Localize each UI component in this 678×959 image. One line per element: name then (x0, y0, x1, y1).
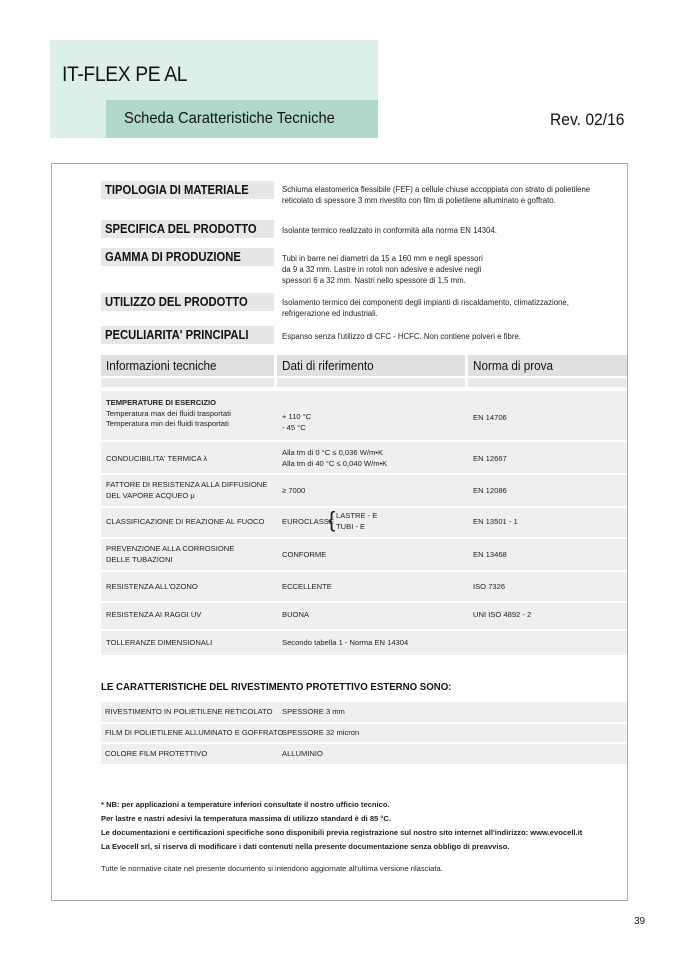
table-header-strip (277, 378, 465, 387)
euroclass-label: EUROCLASSE (282, 517, 334, 526)
section-text: Tubi in barre nei diametri da 15 a 160 mm e negli spessori da 9 a 32 mm. Lastre in rotoli non adesive e adesive negli spessori 6 a 32 mm. Nastri nello spessore di 1,5 mm. (282, 254, 483, 285)
coating-label: COLORE FILM PROTETTIVO (105, 749, 208, 758)
row-info: RESISTENZA AI RAGGI UV (106, 610, 202, 619)
row-norm: ISO 7326 (473, 582, 506, 591)
section-label: PECULIARITA' PRINCIPALI (101, 326, 274, 344)
table-header-data: Dati di riferimento (277, 355, 465, 376)
row-norm: EN 14706 (473, 413, 507, 422)
row-info: CONDUCIBILITA' TERMICA λ (106, 454, 208, 463)
page-number: 39 (634, 916, 646, 927)
table-header-info: Informazioni tecniche (101, 355, 274, 376)
row-info: TOLLERANZE DIMENSIONALI (106, 638, 213, 647)
row-info: CLASSIFICAZIONE DI REAZIONE AL FUOCO (106, 517, 265, 526)
coating-value: SPESSORE 32 micron (282, 728, 360, 737)
coating-value: SPESSORE 3 mm (282, 707, 345, 716)
section-text: Espanso senza l'utilizzo di CFC - HCFC. Non contiene polveri e fibre. (282, 332, 521, 341)
row-data: ≥ 7000 (282, 486, 306, 495)
row-data: CONFORME (282, 550, 327, 559)
table-header-strip (468, 378, 627, 387)
row-data: Alla tm di 0 °C ≤ 0,036 W/m•K Alla tm di 40 °C ≤ 0,040 W/m•K (282, 448, 388, 468)
row-data: + 110 °C - 45 °C (282, 412, 312, 432)
note-line: Tutte le normative citate nel presente documento si intendono aggiornate all'ultima versione rilasciata. (101, 864, 443, 873)
section-label: TIPOLOGIA DI MATERIALE (101, 181, 274, 199)
note-line: Per lastre e nastri adesivi la temperatura massima di utilizzo standard è di 85 °C. (101, 814, 392, 823)
section-label: UTILIZZO DEL PRODOTTO (101, 293, 274, 311)
brace-icon: { (328, 507, 336, 532)
coating-value: ALLUMINIO (282, 749, 323, 758)
row-norm: EN 12086 (473, 486, 507, 495)
table-header-strip (101, 378, 274, 387)
product-title: IT-FLEX PE AL (62, 63, 188, 86)
row-data: ECCELLENTE (282, 582, 332, 591)
row-info: RESISTENZA ALL'OZONO (106, 582, 198, 591)
section-label: SPECIFICA DEL PRODOTTO (101, 220, 274, 238)
note-line: * NB: per applicazioni a temperature inferiori consultate il nostro ufficio tecnico. (101, 800, 390, 809)
row-info: FATTORE DI RESISTENZA ALLA DIFFUSIONE DEL VAPORE ACQUEO μ (106, 480, 268, 500)
row-data: Secondo tabella 1 - Norma EN 14304 (282, 638, 409, 647)
note-line: Le documentazioni e certificazioni specifiche sono disponibili previa registrazione sul nostro sito internet all'indirizzo: www.evocell.it (101, 828, 583, 837)
section-text: Isolamento termico dei componenti degli impianti di riscaldamento, climatizzazione, refrigerazione ed industriali. (282, 298, 569, 318)
row-info: TEMPERATURE DI ESERCIZIO Temperatura max dei fluidi trasportati Temperatura min dei fluidi trasportati (106, 398, 231, 428)
row-norm: EN 13468 (473, 550, 507, 559)
coating-title: LE CARATTERISTICHE DEL RIVESTIMENTO PROTETTIVO ESTERNO SONO: (101, 681, 452, 693)
row-norm: UNI ISO 4892 - 2 (473, 610, 532, 619)
row-info: PREVENZIONE ALLA CORROSIONE DELLE TUBAZIONI (106, 544, 235, 564)
euroclass-values: LASTRE - E TUBI - E (336, 511, 378, 531)
row-data: BUONA (282, 610, 310, 619)
coating-label: FILM DI POLIETILENE ALLUMINATO E GOFFRATO (105, 728, 284, 737)
document-subtitle: Scheda Caratteristiche Tecniche (124, 110, 335, 127)
section-text: Schiuma elastomerica flessibile (FEF) a cellule chiuse accoppiata con strato di polietilene reticolato di spessore 3 mm rivestito con film di polietilene alluminato e goffrato. (282, 185, 591, 205)
note-line: La Evocell srl, si riserva di modificare i dati contenuti nella presente documentazione senza obbligo di preavviso. (101, 842, 510, 851)
revision-label: Rev. 02/16 (550, 110, 625, 129)
section-label: GAMMA DI PRODUZIONE (101, 248, 274, 266)
row-norm: EN 13501 - 1 (473, 517, 518, 526)
coating-label: RIVESTIMENTO IN POLIETILENE RETICOLATO (105, 707, 273, 716)
section-text: Isolante termico realizzato in conformità alla norma EN 14304. (282, 226, 497, 235)
table-header-norm: Norma di prova (468, 355, 627, 376)
row-norm: EN 12667 (473, 454, 507, 463)
